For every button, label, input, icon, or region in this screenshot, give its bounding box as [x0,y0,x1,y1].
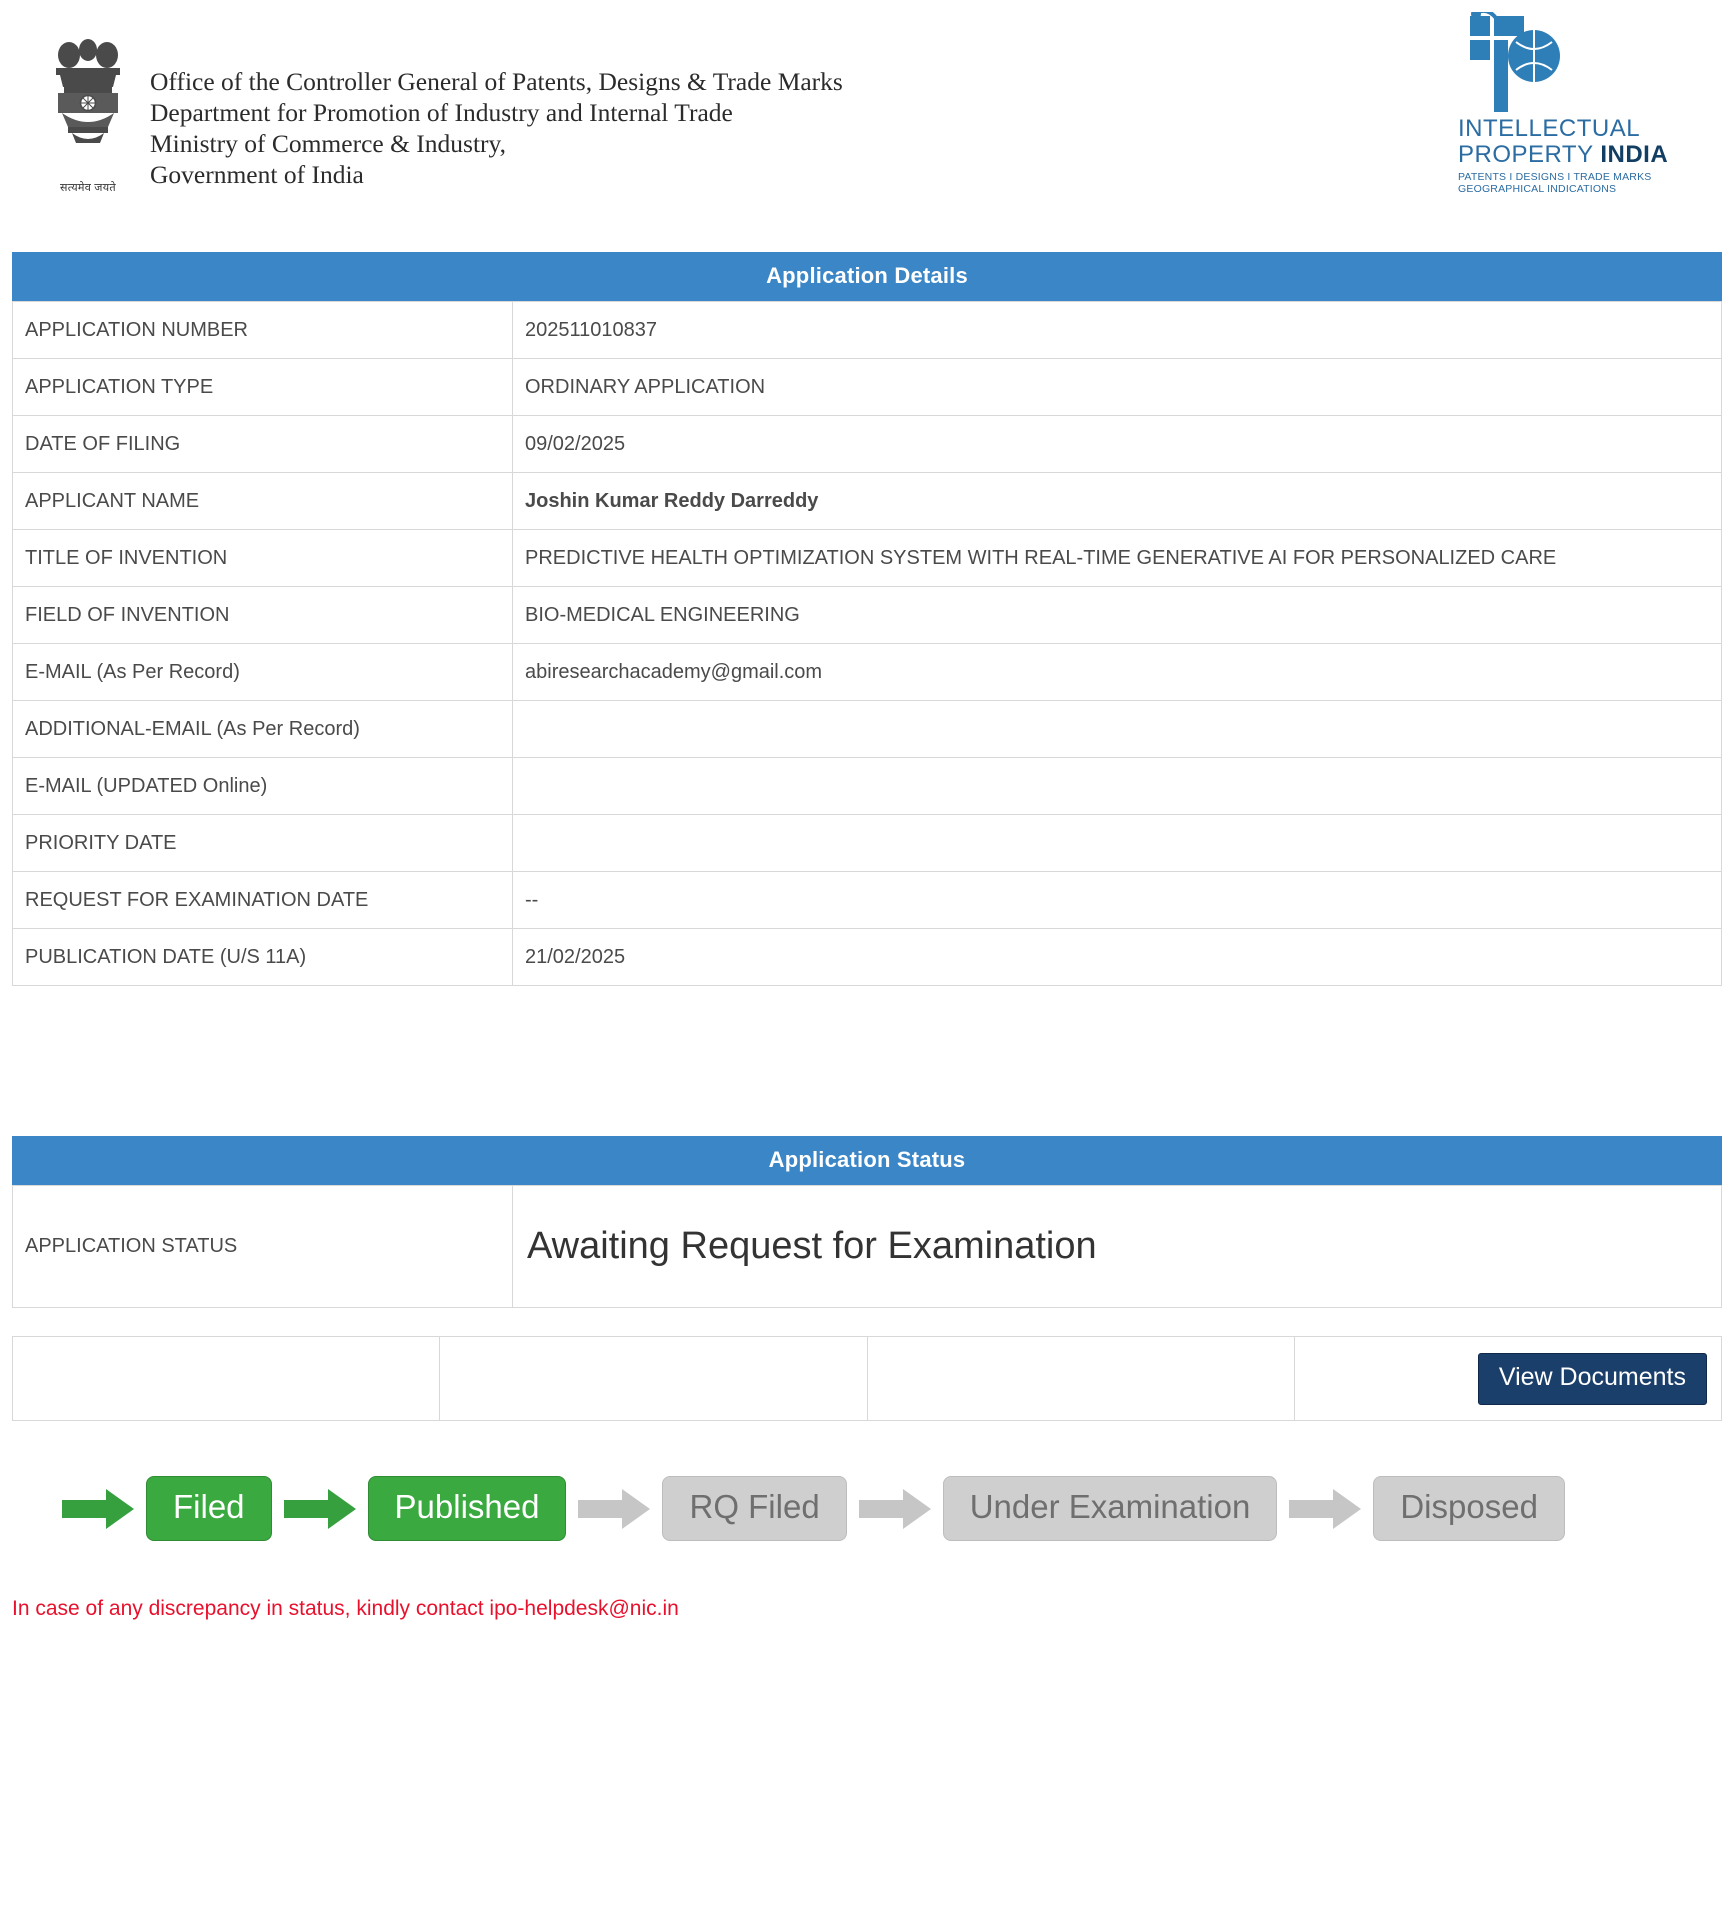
table-row [13,815,1722,872]
row-value: abiresearchacademy@gmail.com [513,644,1722,701]
arrow-right-icon [62,1489,134,1529]
table-row [13,701,1722,758]
application-details-section [12,252,1722,986]
table-row [13,872,1722,929]
table-row [13,359,1722,416]
table-row [13,473,1722,530]
table-row [13,644,1722,701]
application-details-title: Application Details [12,252,1722,301]
logo-line-2-normal: PROPERTY [1458,141,1601,168]
row-label: ADDITIONAL-EMAIL (As Per Record) [13,701,513,758]
table-row [13,587,1722,644]
progress-stage-disposed: Disposed [1373,1476,1565,1541]
header-title-block [150,66,843,190]
row-label: APPLICANT NAME [13,473,513,530]
table-row [13,1337,1722,1421]
application-status-section [12,1136,1722,1421]
docs-cell-action [1294,1337,1721,1421]
docs-cell-empty-1 [13,1337,440,1421]
row-label: TITLE OF INVENTION [13,530,513,587]
row-value: 202511010837 [513,302,1722,359]
row-value: 21/02/2025 [513,929,1722,986]
row-label: APPLICATION TYPE [13,359,513,416]
row-label: DATE OF FILING [13,416,513,473]
status-value: Awaiting Request for Examination [513,1186,1722,1308]
status-label: APPLICATION STATUS [13,1186,513,1308]
header-title-line-3: Ministry of Commerce & Industry, [150,129,507,158]
row-label: E-MAIL (UPDATED Online) [13,758,513,815]
table-row [13,929,1722,986]
arrow-right-icon [578,1489,650,1529]
table-row [13,1186,1722,1308]
arrow-right-icon [859,1489,931,1529]
row-value: ORDINARY APPLICATION [513,359,1722,416]
logo-subline-2: GEOGRAPHICAL INDICATIONS [1458,183,1617,195]
logo-subline-1: PATENTS I DESIGNS I TRADE MARKS [1458,171,1652,183]
logo-line-2-bold: INDIA [1600,141,1669,168]
row-label: E-MAIL (As Per Record) [13,644,513,701]
application-details-table [12,301,1722,986]
application-status-title: Application Status [12,1136,1722,1185]
row-label: FIELD OF INVENTION [13,587,513,644]
row-value [513,701,1722,758]
table-row [13,302,1722,359]
emblem-caption: सत्यमेव जयते [60,182,116,194]
progress-stage-filed: Filed [146,1476,272,1541]
arrow-right-icon [284,1489,356,1529]
table-row [13,416,1722,473]
discrepancy-note: In case of any discrepancy in status, kindly contact ipo-helpdesk@nic.in [12,1597,679,1620]
logo-line-1: INTELLECTUAL [1458,115,1641,142]
row-value: -- [513,872,1722,929]
row-value: BIO-MEDICAL ENGINEERING [513,587,1722,644]
documents-table [12,1336,1722,1421]
header-title-line-1: Office of the Controller General of Patents, Designs & Trade Marks [150,67,843,96]
progress-stage-under-examination: Under Examination [943,1476,1278,1541]
ip-india-logo [1454,8,1704,208]
header-title-line-4: Government of India [150,160,364,189]
row-value [513,815,1722,872]
application-status-table [12,1185,1722,1308]
progress-stage-rq-filed: RQ Filed [662,1476,846,1541]
docs-cell-empty-3 [867,1337,1294,1421]
section-spacer [0,986,1734,1136]
progress-stage-published: Published [368,1476,567,1541]
national-emblem [38,28,138,203]
row-value: Joshin Kumar Reddy Darreddy [513,473,1722,530]
arrow-right-icon [1289,1489,1361,1529]
header-title-line-2: Department for Promotion of Industry and Internal Trade [150,98,733,127]
view-documents-button[interactable]: View Documents [1478,1353,1707,1405]
row-label: PRIORITY DATE [13,815,513,872]
table-row [13,758,1722,815]
row-label: PUBLICATION DATE (U/S 11A) [13,929,513,986]
row-value: 09/02/2025 [513,416,1722,473]
row-label: APPLICATION NUMBER [13,302,513,359]
row-value [513,758,1722,815]
table-row [13,530,1722,587]
row-label: REQUEST FOR EXAMINATION DATE [13,872,513,929]
application-progress-flow [50,1476,1722,1541]
docs-cell-empty-2 [440,1337,867,1421]
ip-india-wordmark [1458,116,1702,195]
row-value: PREDICTIVE HEALTH OPTIMIZATION SYSTEM WITH REAL-TIME GENERATIVE AI FOR PERSONALIZED CARE [513,530,1722,587]
page-header [0,0,1734,252]
